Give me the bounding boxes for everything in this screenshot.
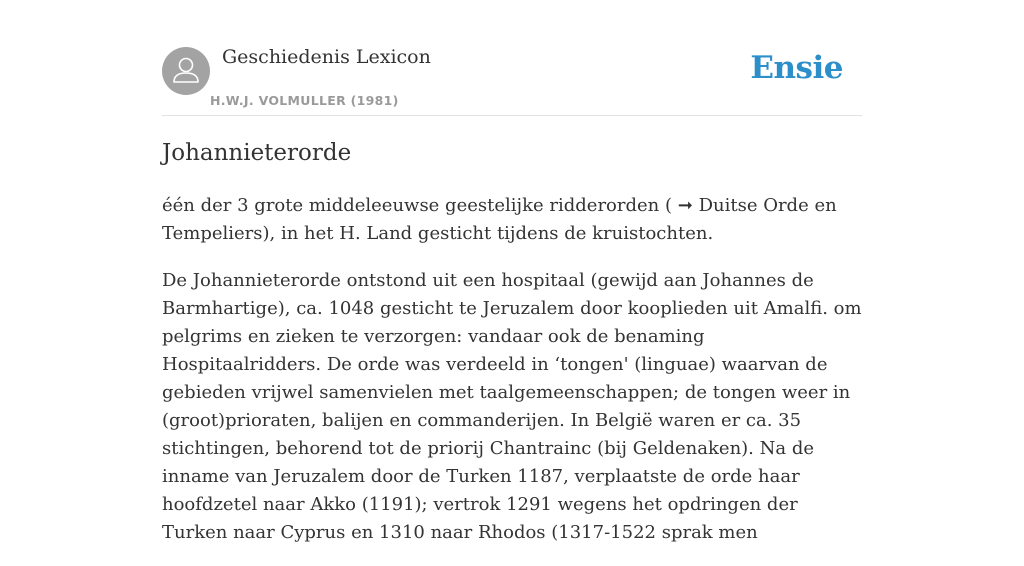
arrow-icon: ➞ [677, 195, 693, 216]
paragraph-intro [162, 192, 862, 248]
intro-text-after: ), in het H. Land gesticht tijdens de kruistochten. [262, 223, 714, 244]
link-tempeliers[interactable]: Tempeliers [162, 223, 263, 244]
page [162, 0, 862, 543]
source-header [162, 0, 862, 116]
article-title: Johannieterorde [162, 140, 352, 166]
avatar[interactable] [162, 47, 210, 95]
brand-logo[interactable]: Ensie [750, 50, 843, 86]
link-duitse-orde[interactable]: Duitse Orde [698, 195, 809, 216]
article-body [162, 192, 862, 566]
user-silhouette-icon [162, 47, 210, 95]
intro-text-between: en [808, 195, 837, 216]
source-author: H.W.J. VOLMULLER (1981) [210, 93, 399, 108]
intro-text-before: één der 3 grote middeleeuwse geestelijke ridderorden ( [162, 195, 678, 216]
paragraph-body: De Johannieterorde ontstond uit een hospitaal (gewijd aan Johannes de Barmhartige), ca. 1048 gesticht te Jeruzalem door kooplieden uit Amalfi. om pelgrims en zieken te verzorgen: vandaar ook de benaming Hospitaalridders. De orde was verdeeld in ‘tongen' (linguae) waarvan de gebieden vrijwel samenvielen met taalgemeenschappen; de tongen weer in (groot)prioraten, balijen en commanderijen. In België waren er ca. 35 stichtingen, behorend tot de priorij Chantrainc (bij Geldenaken). Na de inname van Jeruzalem door de Turken 1187, verplaatste de orde haar hoofdzetel naar Akko (1191); vertrok 1291 wegens het opdringen der Turken naar Cyprus en 1310 naar Rhodos (1317-1522 sprak men [162, 270, 862, 543]
source-title[interactable]: Geschiedenis Lexicon [222, 46, 431, 68]
